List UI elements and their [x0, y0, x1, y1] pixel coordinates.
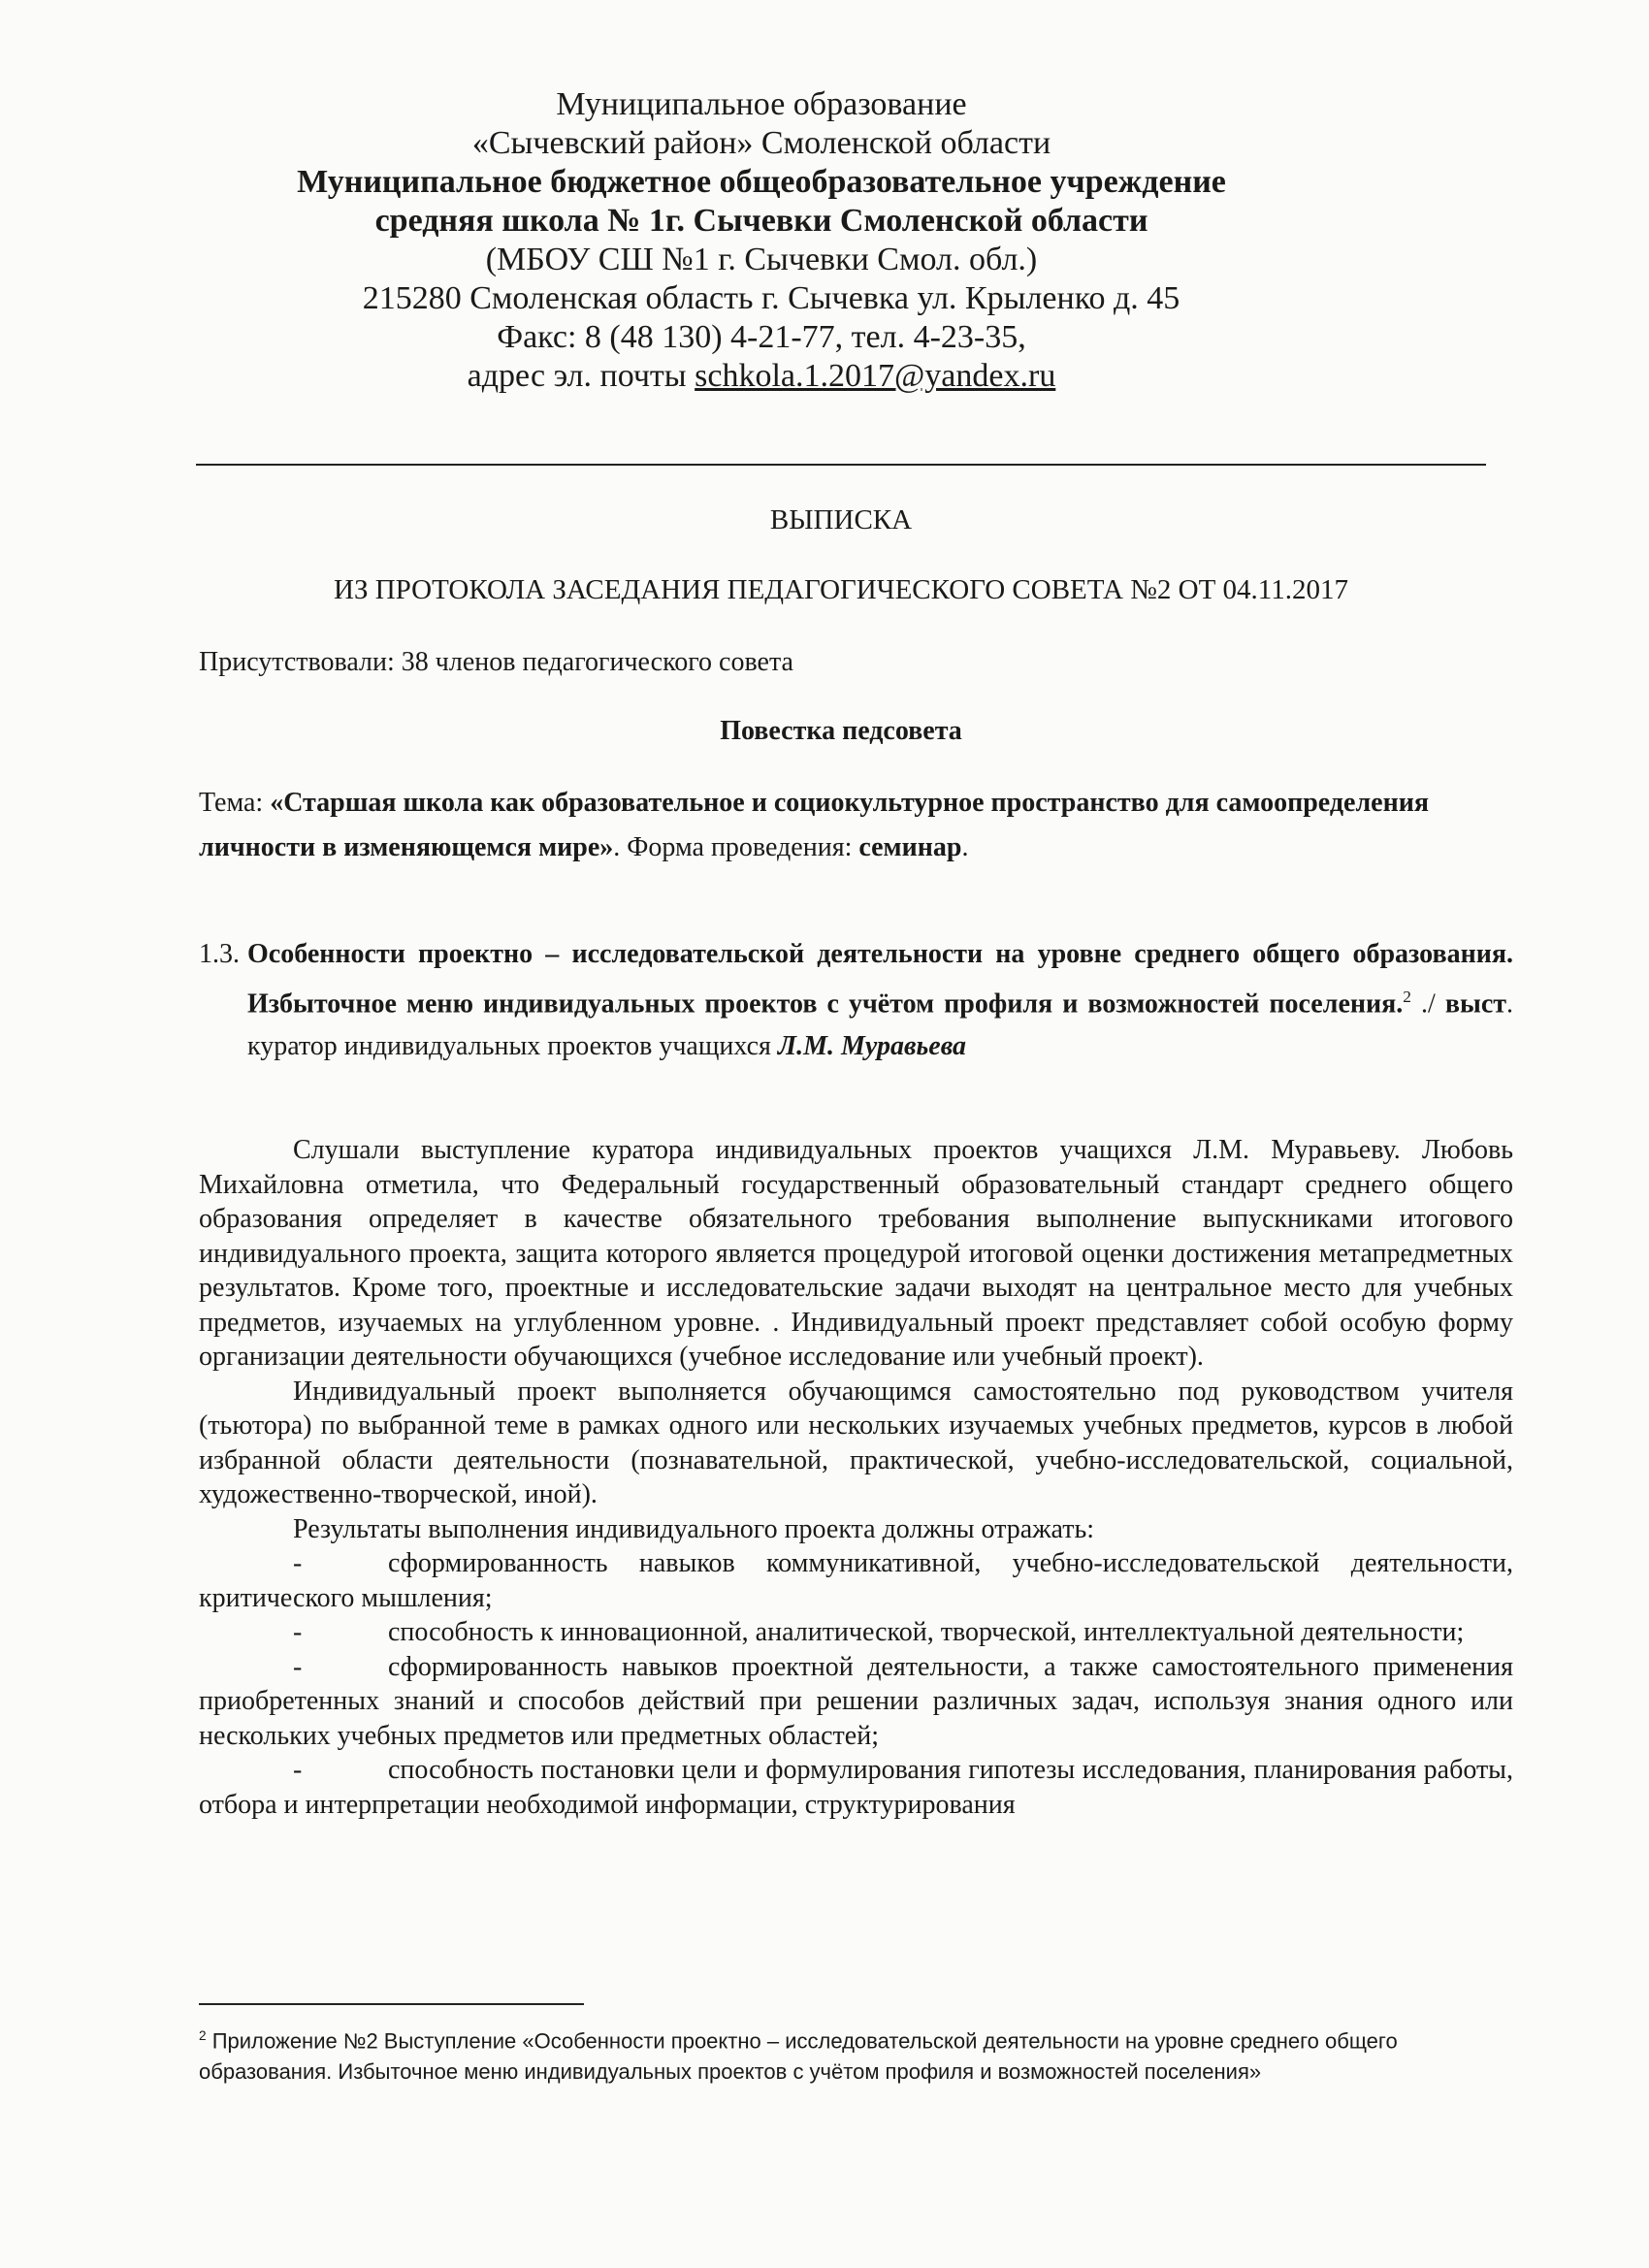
letterhead-phone: Факс: 8 (48 130) 4-21-77, тел. 4-23-35,: [497, 319, 1026, 355]
agenda-item: [199, 933, 1513, 1068]
letterhead-district: «Сычевский район» Смоленской области: [471, 125, 1051, 161]
letterhead: [194, 85, 1329, 396]
footnote: [199, 2021, 1499, 2088]
body-paragraph-3: Результаты выполнения индивидуального проекта должны отражать:: [293, 1513, 1095, 1544]
speaker-role: . куратор индивидуальных проектов учащихся: [247, 988, 1514, 1062]
letterhead-school: средняя школа № 1г. Сычевки Смоленской области: [374, 203, 1148, 239]
body-paragraph-2: Индивидуальный проект выполняется обучающимся самостоятельно под руководством учителя (тьютора) по выбранной теме в рамках одного или нескольких изучаемых учебных предметов, курсов в любой избранной области деятельности (познавательной, практической, учебно-исследовательской, социальной, художественно-творческой, иной).: [199, 1376, 1513, 1509]
letterhead-email-label: адрес эл. почты: [467, 358, 695, 394]
body-paragraph-1: Слушали выступление куратора индивидуальных проектов учащихся Л.М. Муравьеву. Любовь Михайловна отметила, что Федеральный государственный образовательный стандарт среднего общего образования определяет в качестве обязательного требования выполнение выпускниками итогового индивидуального проекта, защита которого является процедурой итоговой оценки достижения метапредметных результатов. Кроме того, проектные и исследовательские задачи выходят на центральное место для учебных предметов, изучаемых на углубленном уровне. . Индивидуальный проект представляет собой особую форму организации деятельности обучающихся (учебное исследование или учебный проект).: [199, 1135, 1513, 1372]
meeting-theme: [199, 781, 1489, 870]
result-item-2: [199, 1615, 1513, 1650]
speaker-name: Л.М. Муравьева: [777, 1031, 967, 1062]
letterhead-divider: [196, 464, 1486, 466]
theme-form-label: . Форма проведения:: [613, 832, 859, 862]
letterhead-institution: Муниципальное бюджетное общеобразовательное учреждение: [297, 164, 1226, 200]
footnote-separator: [199, 2003, 584, 2005]
agenda-item-separator: ./: [1410, 988, 1445, 1020]
theme-label: Тема:: [199, 788, 271, 818]
result-item-2-text: способность к инновационной, аналитической, творческой, интеллектуальной деятельности;: [388, 1617, 1465, 1647]
theme-topic: «Старшая школа как образовательное и социокультурное пространство для самоопределения личности в изменяющемся мире»: [199, 788, 1429, 862]
bullet-dash: -: [293, 1755, 303, 1785]
result-item-4-text: способность постановки цели и формулирования гипотезы исследования, планирования работы, отбора и интерпретации необходимой информации, структурирования: [199, 1755, 1513, 1820]
agenda-heading: Повестка педсовета: [720, 716, 962, 746]
theme-end: .: [961, 832, 969, 862]
speaker-label: выст: [1444, 988, 1507, 1020]
bullet-dash: -: [293, 1548, 303, 1578]
minutes-body: [199, 1133, 1513, 1822]
result-item-4: [199, 1753, 1513, 1822]
result-item-3: [199, 1650, 1513, 1754]
result-item-1-text: сформированность навыков коммуникативной, учебно-исследовательской деятельности, критического мышления;: [199, 1548, 1513, 1613]
result-item-1: [199, 1546, 1513, 1615]
document-subtitle: ИЗ ПРОТОКОЛА ЗАСЕДАНИЯ ПЕДАГОГИЧЕСКОГО СОВЕТА №2 ОТ 04.11.2017: [334, 574, 1348, 605]
footnote-mark: 2: [199, 2028, 207, 2043]
letterhead-email-link[interactable]: schkola.1.2017@yandex.ru: [695, 358, 1056, 394]
bullet-dash: -: [293, 1617, 303, 1647]
letterhead-municipality: Муниципальное образование: [556, 86, 967, 122]
letterhead-abbreviation: (МБОУ СШ №1 г. Сычевки Смол. обл.): [485, 242, 1038, 277]
result-item-3-text: сформированность навыков проектной деятельности, а также самостоятельного применения приобретенных знаний и способов действий при решении различных задач, используя знания одного или нескольких учебных предметов или предметных областей;: [199, 1651, 1513, 1751]
theme-form-value: семинар: [858, 832, 962, 862]
document-title: ВЫПИСКА: [769, 504, 913, 535]
footnote-reference: 2: [1403, 988, 1411, 1006]
agenda-item-title: Особенности проектно – исследовательской деятельности на уровне среднего общего образования. Избыточное меню индивидуальных проектов с учётом профиля и возможностей поселения.: [247, 939, 1513, 1020]
bullet-dash: -: [293, 1651, 303, 1682]
agenda-item-text: [247, 933, 1513, 1068]
letterhead-email-line: [194, 357, 1329, 396]
letterhead-address: 215280 Смоленская область г. Сычевка ул. Крыленко д. 45: [362, 280, 1180, 316]
agenda-item-number: 1.3.: [199, 939, 240, 969]
footnote-text: Приложение №2 Выступление «Особенности проектно – исследовательской деятельности на уровне среднего общего образования. Избыточное меню индивидуальных проектов с учётом профиля и возможностей поселения»: [199, 2028, 1398, 2085]
attendance-text: Присутствовали: 38 членов педагогического совета: [199, 647, 793, 677]
